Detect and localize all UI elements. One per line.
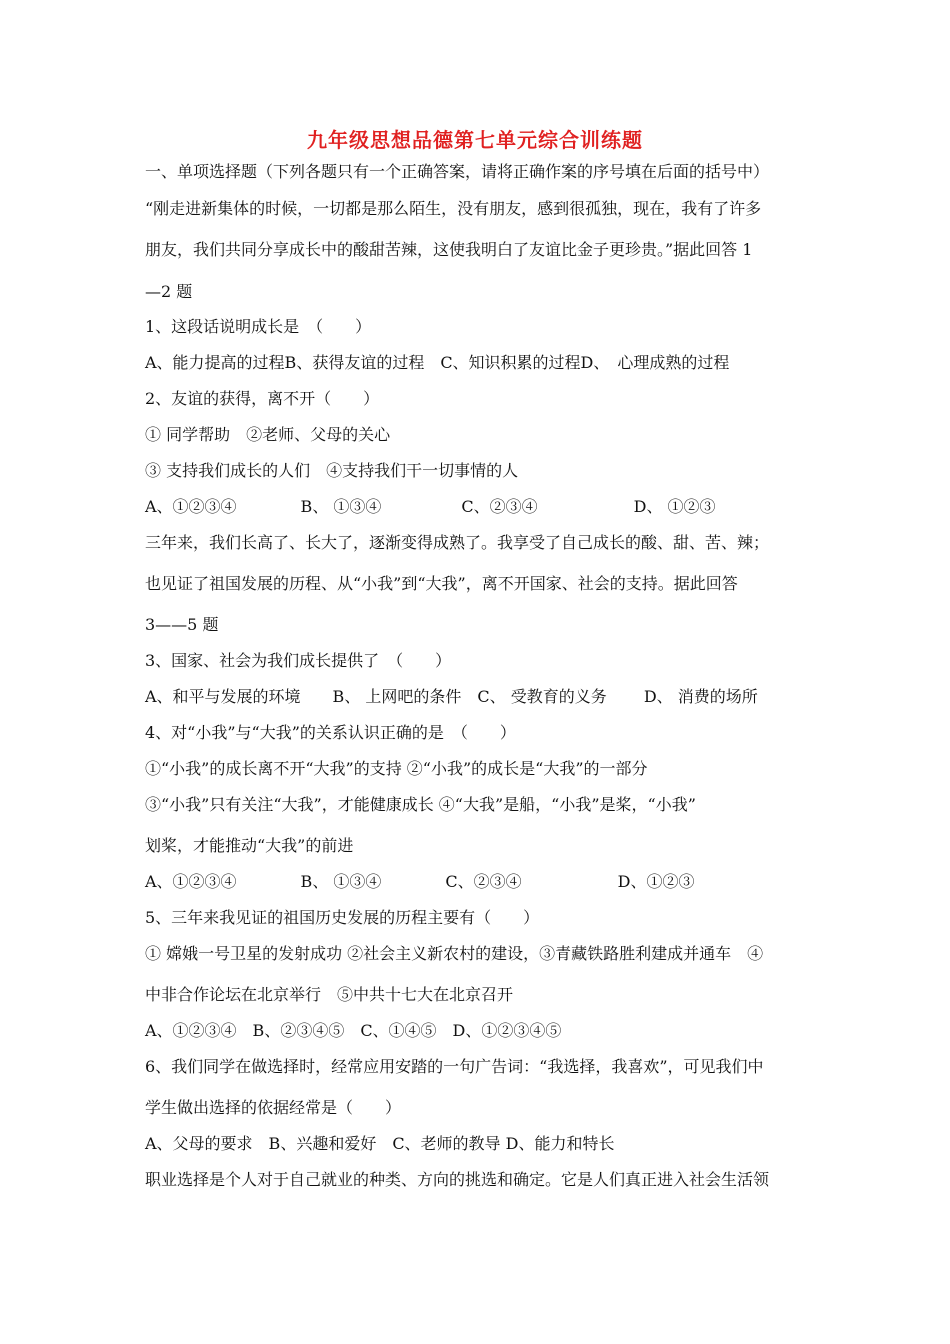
question-text: 6、我们同学在做选择时，经常应用安踏的一句广告词：“我选择，我喜欢”，可见我们中 [145,1057,764,1076]
question-text: 2、友谊的获得，离不开（ ） [145,389,380,408]
answer-options: A、和平与发展的环境 B、 上网吧的条件 C、 受教育的义务 D、 消费的场所 [145,687,758,706]
answer-options: A、父母的要求 B、兴趣和爱好 C、老师的教导 D、能力和特长 [145,1134,615,1153]
passage-line: 3——5 题 [145,615,219,634]
list-item: 中非合作论坛在北京举行 ⑤中共十七大在北京召开 [145,985,514,1004]
question-text: 3、国家、社会为我们成长提供了 （ ） [145,651,452,670]
question-text: 学生做出选择的依据经常是（ ） [145,1098,402,1117]
passage-line: —2 题 [145,282,193,301]
question-text: 4、对“小我”与“大我”的关系认识正确的是 （ ） [145,723,516,742]
passage-line: “刚走进新集体的时候，一切都是那么陌生，没有朋友，感到很孤独，现在，我有了许多 [145,199,762,218]
question-text: 5、三年来我见证的祖国历史发展的历程主要有（ ） [145,908,540,927]
list-item: ①“小我”的成长离不开“大我”的支持 ②“小我”的成长是“大我”的一部分 [145,759,648,778]
answer-options: A、①②③④ B、 ①③④ C、②③④ D、①②③ [145,872,695,891]
list-item: ① 嫦娥一号卫星的发射成功 ②社会主义新农村的建设，③青藏铁路胜利建成并通车 ④ [145,944,764,963]
answer-options: A、能力提高的过程B、获得友谊的过程 C、知识积累的过程D、 心理成熟的过程 [145,353,730,372]
answer-options: A、①②③④ B、 ①③④ C、②③④ D、 ①②③ [145,497,716,516]
document-title: 九年级思想品德第七单元综合训练题 [307,128,643,152]
passage-line: 职业选择是个人对于自己就业的种类、方向的挑选和确定。它是人们真正进入社会生活领 [145,1170,770,1189]
list-item: ③ 支持我们成长的人们 ④支持我们干一切事情的人 [145,461,519,480]
passage-line: 也见证了祖国发展的历程、从“小我”到“大我”，离不开国家、社会的支持。据此回答 [145,574,738,593]
question-text: 1、这段话说明成长是 （ ） [145,317,372,336]
passage-line: 三年来，我们长高了、长大了，逐渐变得成熟了。我享受了自己成长的酸、甜、苦、辣； [145,533,770,552]
list-item: ③“小我”只有关注“大我”，才能健康成长 ④“大我”是船，“小我”是桨，“小我” [145,795,696,814]
list-item: ① 同学帮助 ②老师、父母的关心 [145,425,391,444]
section-heading: 一、单项选择题（下列各题只有一个正确答案，请将正确作案的序号填在后面的括号中） [145,162,770,181]
passage-line: 朋友，我们共同分享成长中的酸甜苦辣，这使我明白了友谊比金子更珍贵。”据此回答 1 [145,240,753,259]
list-item: 划桨，才能推动“大我”的前进 [145,836,354,855]
answer-options: A、①②③④ B、②③④⑤ C、①④⑤ D、①②③④⑤ [145,1021,562,1040]
